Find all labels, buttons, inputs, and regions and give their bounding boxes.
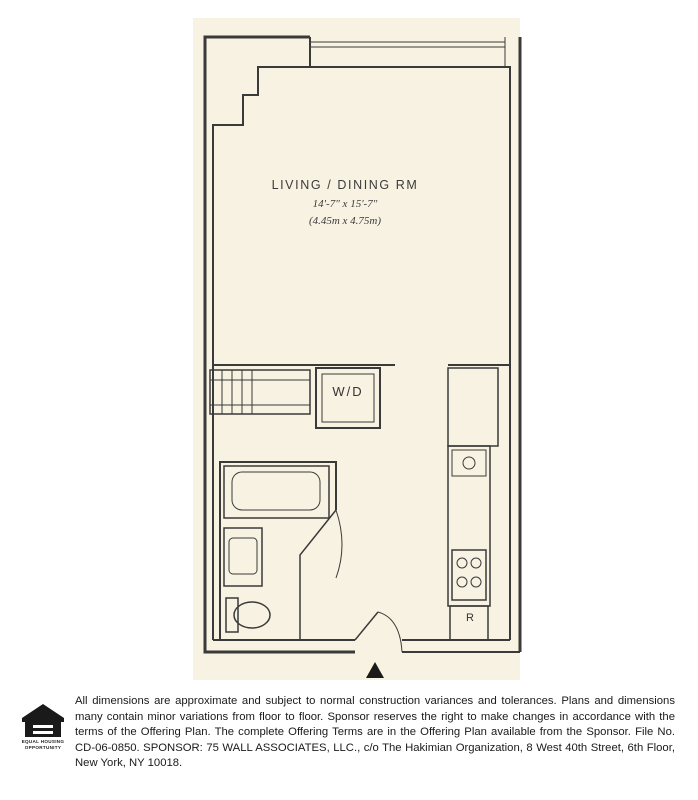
room-size-imperial: 14'-7" x 15'-7" [312, 198, 378, 210]
room-size-metric: (4.45m x 4.75m) [308, 215, 382, 227]
refrigerator-label: R [466, 612, 474, 624]
room-name-label: LIVING / DINING RM [271, 178, 419, 192]
disclaimer-text: All dimensions are approximate and subject to normal construction variances and tolerances. Plans and dimensions many contain minor variations from floor to floor. Sponsor reserves the right to make changes in accordance with the terms of the Offering Plan. The complete Offering Terms are in the Offering Plan available from the Sponsor. File No. CD-06-0850. SPONSOR: 75 WALL ASSOCIATES, LLC., c/o The Hakimian Organization, 8 West 40th Street, 6th Floor, New York, NY 10018. [75, 695, 675, 770]
interior-walls [210, 365, 510, 652]
entry-arrow-icon [366, 662, 384, 678]
logo-text-line-2: OPPORTUNITY [24, 745, 62, 750]
washer-dryer-label: W/D [332, 384, 364, 399]
logo-text-line-1: EQUAL HOUSING [21, 739, 65, 744]
